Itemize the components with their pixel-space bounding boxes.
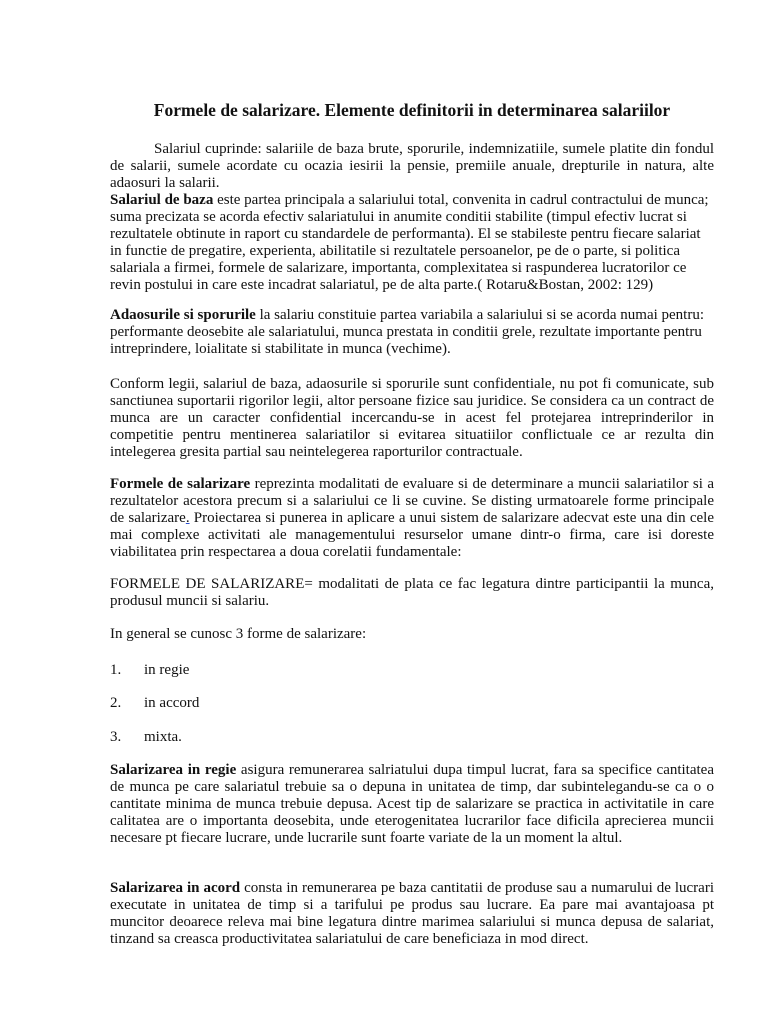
paragraph-salariul-cuprinde: Salariul cuprinde: salariile de baza brute, sporurile, indemnizatiile, sumele platite din fondul de salarii, sumele acordate cu ocazia iesirii la pensie, premiile anuale, drepturile in natura, alte adaosuri la salarii. bbox=[110, 141, 714, 191]
text-salarizare-acord: consta in remunerarea pe baza cantitatii de produse sau a numarului de lucrari executate in unitatea de timp si a tarifului pe produs sau lucrare. Ea pare mai avantajoasa pt muncitor deoarece releva mai bine legatura dintre marimea salariului si munca depusa de salariat, tinzand sa creasca productivitatea salariatului de care beneficiaza in mod direct. bbox=[110, 880, 714, 947]
text-salariul-de-baza: este partea principala a salariului total, convenita in cadrul contractului de munca; suma precizata se acorda efectiv salariatului in anumite conditii stabilite (timpul efectiv lucrat si rezultatele obtinute in raport cu standardele de performanta). El se stabileste pentru fiecare salariat in functie de pregatire, experienta, abilitatile si rezultatele persoanelor, pe de o parte, si politica salariala a firmei, formele de salarizare, importanta, complexitatea si raspunderea lucratorilor ce revin postului in care este incadrat salariatul, pe de alta parte.( Rotaru&Bostan, 2002: 129) bbox=[110, 192, 709, 293]
list-label: in regie bbox=[144, 662, 190, 678]
text-formele-b: Proiectarea si punerea in aplicare a unui sistem de salarizare adecvat este una din cele mai complexe activitati ale managementului resurselor umane dintr-o firma, care isi doreste viabilitatea prin respectarea a doua corelatii fundamentale: bbox=[110, 510, 714, 560]
list-number: 1. bbox=[110, 662, 122, 678]
document-title: Formele de salarizare. Elemente definitorii in determinarea salariilor bbox=[153, 100, 671, 120]
list-label: mixta. bbox=[144, 729, 182, 745]
paragraph-adaosuri-sporuri bbox=[110, 307, 714, 358]
term-salarizare-acord: Salarizarea in acord bbox=[110, 880, 241, 896]
underlined-period: . bbox=[185, 510, 190, 526]
list-number: 3. bbox=[110, 729, 122, 745]
paragraph-definitie-forme: FORMELE DE SALARIZARE= modalitati de plata ce fac legatura dintre participantii la munca, produsul muncii si salariu. bbox=[110, 576, 714, 609]
list-number: 2. bbox=[110, 695, 122, 711]
paragraph-salarizare-acord bbox=[110, 880, 714, 948]
text-adaosuri-sporuri: la salariu constituie partea variabila a salariului si se acorda numai pentru: performante deosebite ale salariatului, munca prestata in conditii grele, rezultate importante pentru intreprindere, loialitate si stabilitate in munca (vechime). bbox=[110, 307, 705, 357]
paragraph-formele-de-salarizare bbox=[110, 476, 714, 561]
paragraph-trei-forme: In general se cunosc 3 forme de salarizare: bbox=[110, 626, 367, 642]
paragraph-salariul-de-baza bbox=[110, 192, 714, 294]
list-item bbox=[110, 695, 199, 712]
list-item bbox=[110, 662, 189, 679]
term-salarizare-regie: Salarizarea in regie bbox=[110, 762, 237, 778]
paragraph-salarizare-regie bbox=[110, 762, 714, 847]
list-item bbox=[110, 729, 182, 746]
text-formele-a: reprezinta modalitati de evaluare si de determinare a muncii salariatilor si a rezultatelor acestora precum si a salariului ce li se cuvine. Se disting urmatoarele forme principale de salarizare bbox=[110, 476, 714, 526]
term-salariul-de-baza: Salariul de baza bbox=[110, 192, 214, 208]
term-adaosuri-sporuri: Adaosurile si sporurile bbox=[110, 307, 256, 323]
paragraph-confidentialitate: Conform legii, salariul de baza, adaosurile si sporurile sunt confidentiale, nu pot fi comunicate, sub sanctiunea suportarii rigorilor legii, altor persoane fizice sau juridice. Se considera ca un contract de munca are un caracter confidential incercandu-se in acest fel protejarea intreprinderilor in competitie pentru mentinerea salariatilor si evitarea situatiilor conflictuale ce ar rezulta din intelegerea gresita partial sau neintelegerea raporturilor contractuale. bbox=[110, 376, 714, 460]
term-formele-de-salarizare: Formele de salarizare bbox=[110, 476, 251, 492]
text-salarizare-regie: asigura remunerarea salriatului dupa timpul lucrat, fara sa specifice cantitatea de munca pe care salariatul trebuie sa o depuna in unitatea de timp, dar subintelegandu-se ca o o cantitate minima de munca trebuie depusa. Acest tip de salarizare se practica in activitatile in care calitatea are o importanta deosebita, unde eterogenitatea lucrarilor face dificila aprecierea muncii necesare pt fiecare lucrare, unde lucrarile sunt foarte variate de la un moment la altul. bbox=[110, 762, 714, 846]
list-label: in accord bbox=[144, 695, 200, 711]
